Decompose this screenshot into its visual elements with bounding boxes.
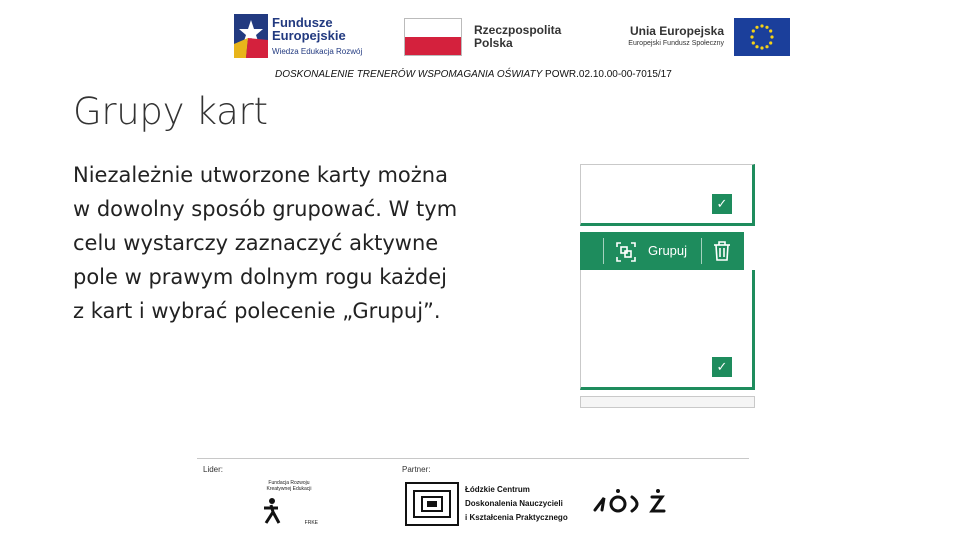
project-name: DOSKONALENIE TRENERÓW WSPOMAGANIA OŚWIATY	[275, 69, 543, 80]
project-caption	[275, 69, 672, 80]
rzeczpospolita-logo	[404, 18, 574, 58]
polish-flag-icon	[404, 18, 462, 56]
trash-icon[interactable]	[713, 241, 731, 261]
group-toolbar	[580, 232, 744, 270]
body-line: celu wystarczy zaznaczyć aktywne	[73, 231, 439, 255]
ue-sub: Europejski Fundusz Społeczny	[628, 40, 724, 47]
checkbox-checked-icon[interactable]: ✓	[712, 194, 732, 214]
fe-line1: Fundusze	[272, 15, 333, 30]
ldzn-logo	[405, 482, 568, 526]
rp-line2: Polska	[474, 36, 513, 50]
slide-title: Grupy kart	[73, 90, 268, 133]
fe-line2: Europejskie	[272, 28, 346, 43]
footer-divider	[197, 458, 749, 459]
fe-sub: Wiedza Edukacja Rozwój	[272, 47, 363, 56]
rp-logo-text	[474, 24, 561, 50]
eu-flag-icon	[734, 18, 790, 56]
body-line: pole w prawym dolnym rogu każdej	[73, 265, 448, 289]
rp-line1: Rzeczpospolita	[474, 23, 562, 37]
ldzn-line: Łódzkie Centrum	[465, 485, 530, 494]
body-line: w dowolny sposób grupować. W tym	[73, 197, 458, 221]
slide-body	[73, 158, 533, 328]
lider-logo-text: Fundacja Rozwoju Kreatywnej Edukacji	[266, 480, 312, 492]
card-2[interactable]	[580, 270, 755, 390]
toolbar-divider	[701, 238, 702, 264]
lodz-city-logo-icon	[592, 488, 672, 516]
ldzn-line: i Kształcenia Praktycznego	[465, 513, 568, 522]
logo-bar	[0, 0, 960, 70]
ldzn-logo-text	[465, 483, 568, 525]
card-3[interactable]	[580, 396, 755, 408]
ldzn-mark-icon	[405, 482, 459, 526]
toolbar-divider	[603, 238, 604, 264]
fundusze-europejskie-logo	[234, 14, 374, 60]
group-button[interactable]: Grupuj	[648, 243, 688, 258]
fe-star-icon	[234, 14, 268, 58]
body-line: z kart i wybrać polecenie „Grupuj”.	[73, 299, 441, 323]
checkbox-checked-icon[interactable]: ✓	[712, 357, 732, 377]
group-icon[interactable]	[616, 242, 636, 262]
walking-figure-icon	[260, 498, 282, 524]
lider-label: Lider:	[203, 465, 224, 474]
lider-logo-number: FRKE	[304, 520, 318, 526]
body-line: Niezależnie utworzone karty można	[73, 163, 448, 187]
cards-screenshot	[580, 164, 755, 408]
ldzn-line: Doskonalenia Nauczycieli	[465, 499, 563, 508]
fe-logo-text	[272, 16, 346, 42]
partner-label: Partner:	[402, 465, 431, 474]
unia-europejska-logo	[600, 18, 790, 58]
card-1[interactable]	[580, 164, 755, 226]
lider-logo	[258, 478, 318, 526]
project-code: POWR.02.10.00-00-7015/17	[542, 69, 672, 80]
ue-title: Unia Europejska	[629, 24, 724, 38]
